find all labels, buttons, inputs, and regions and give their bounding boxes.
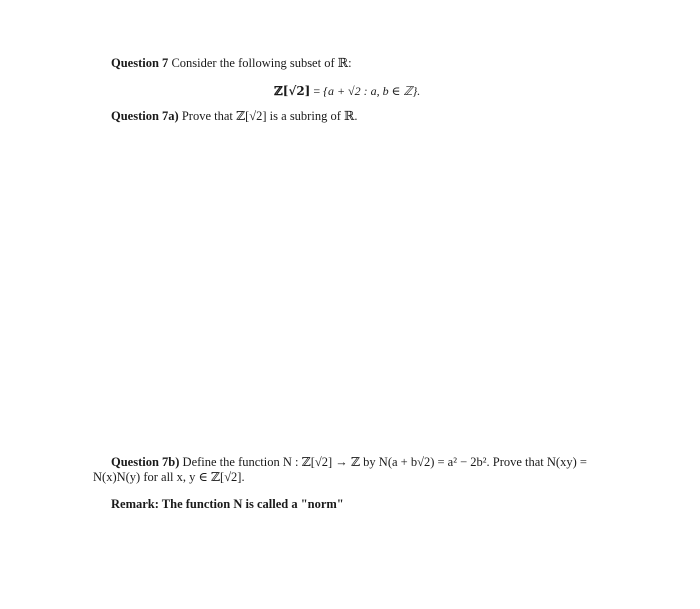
set-definition (274, 84, 420, 99)
question-7-text: Consider the following subset of ℝ: (171, 56, 352, 70)
question-7a-text: Prove that ℤ[√2] is a subring of ℝ. (181, 109, 358, 123)
question-7b-line-2 (93, 470, 245, 485)
question-7b-label: Question 7b) (111, 455, 180, 469)
remark-text: Remark: The function N is called a "norm" (111, 497, 344, 511)
set-definition-lhs: ℤ[√2] (274, 84, 311, 98)
question-7b-line-1 (111, 455, 587, 470)
set-definition-eq: = (310, 84, 324, 98)
set-definition-rhs: {a + √2 : a, b ∈ ℤ}. (323, 84, 421, 98)
question-7-label: Question 7 (111, 56, 169, 70)
question-7a-label: Question 7a) (111, 109, 179, 123)
remark-line (111, 497, 344, 512)
question-7b-text-line-2: N(x)N(y) for all x, y ∈ ℤ[√2]. (93, 470, 245, 484)
question-7a-line (111, 109, 358, 124)
question-7b-text-line-1: Define the function N : ℤ[√2] → ℤ by N(a + b√2) = a² − 2b². Prove that N(xy) = (182, 455, 587, 469)
question-7-line (111, 56, 352, 71)
